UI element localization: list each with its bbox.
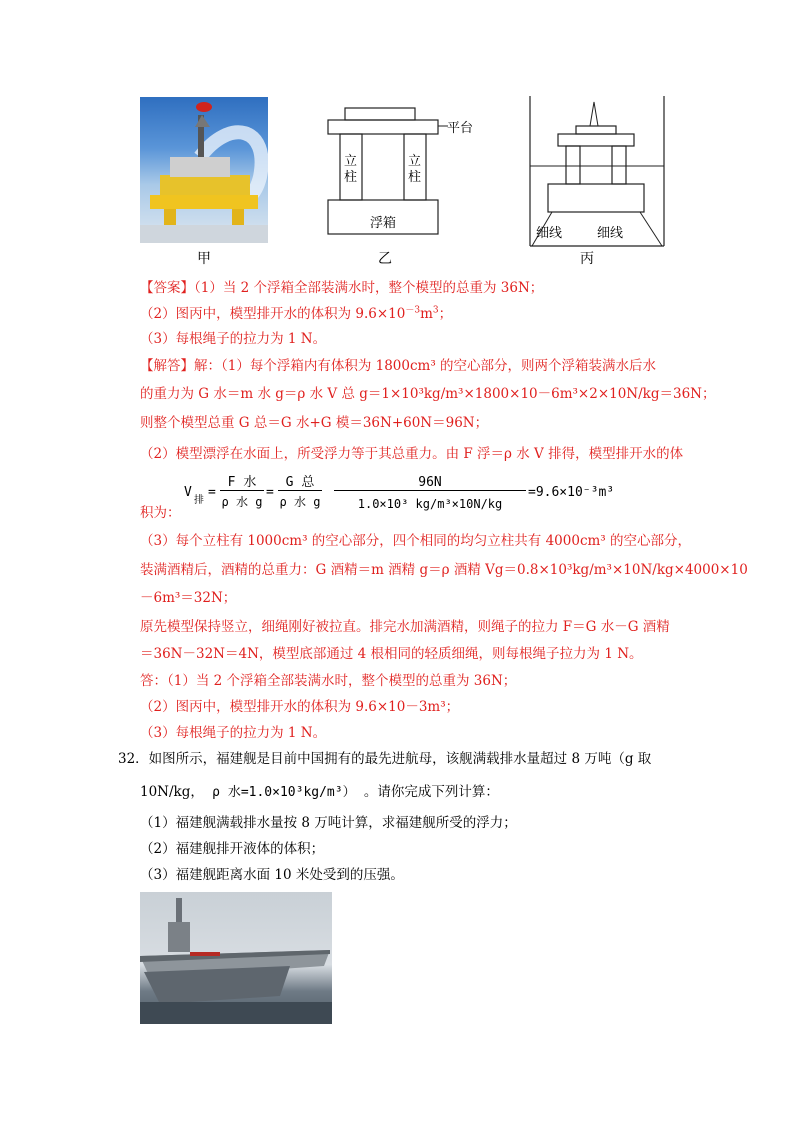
solution-tag: 【解答】 bbox=[140, 358, 194, 374]
solution-line-8: －6m³＝32N； bbox=[140, 590, 237, 606]
solution-line-3: 则整个模型总重 G 总＝G 水+G 模＝36N+60N＝96N； bbox=[140, 415, 489, 431]
solution-line-11: 答：（1）当 2 个浮箱全部装满水时，整个模型的总重为 36N； bbox=[140, 673, 517, 689]
volume-formula: V 排 = F 水 ρ 水 g = G 总 ρ 水 g 96N 1.0×10³ kg/m³×10N/kg =9.6×10⁻³m³ bbox=[184, 469, 654, 521]
solution-line-7: 装满酒精后，酒精的总重力：G 酒精＝m 酒精 g＝ρ 酒精 Vg＝0.8×10³kg/m³×10N/kg×4000×10 bbox=[140, 562, 748, 578]
q32-line-1: 32．如图所示，福建舰是目前中国拥有的最先进航母，该舰满载排水量超过 8 万吨（g 取 bbox=[118, 751, 652, 767]
figure-label-c: 丙 bbox=[580, 251, 594, 267]
aircraft-carrier-photo bbox=[140, 892, 332, 1024]
solution-line-4: （2）模型漂浮在水面上，所受浮力等于其总重力。由 F 浮＝ρ 水 V 排得，模型排开水的体 bbox=[140, 446, 684, 462]
q32-part-1: （1）福建舰满载排水量按 8 万吨计算，求福建舰所受的浮力； bbox=[140, 815, 517, 831]
solution-line-10: ＝36N－32N＝4N，模型底部通过 4 根相同的轻质细绳，则每根绳子拉力为 1 N。 bbox=[140, 646, 643, 662]
solution-line-6: （3）每个立柱有 1000cm³ 的空心部分，四个相同的均匀立柱共有 4000cm³ 的空心部分， bbox=[140, 533, 692, 549]
oil-rig-photo bbox=[140, 97, 268, 243]
solution-line-5: 积为： bbox=[140, 505, 181, 521]
answer-line-1 bbox=[140, 279, 543, 297]
q32-line-2: 10N/kg， ρ 水=1.0×10³kg/m³） 。请你完成下列计算： bbox=[140, 784, 499, 800]
answer-line-2: （2）图丙中，模型排开水的体积为 $9.6\times 10^{-3}m^3$； bbox=[140, 305, 453, 322]
label-thin-line-right: 细线 bbox=[597, 226, 624, 241]
q32-part-3: （3）福建舰距离水面 10 米处受到的压强。 bbox=[140, 867, 404, 883]
label-pillar-right: 立柱 bbox=[408, 154, 422, 185]
q32-part-2: （2）福建舰排开液体的体积； bbox=[140, 841, 325, 857]
figure-label-b: 乙 bbox=[378, 251, 392, 267]
solution-line-13: （3）每根绳子的拉力为 1 N。 bbox=[140, 725, 327, 741]
solution-line-12: （2）图丙中，模型排开水的体积为 9.6×10－3m³； bbox=[140, 699, 460, 715]
answer-tag: 【答案】 bbox=[140, 280, 194, 296]
figure-label-a: 甲 bbox=[197, 251, 211, 267]
density-formula: ρ 水=1.0×10³kg/m³） bbox=[212, 785, 356, 800]
label-thin-line-left: 细线 bbox=[536, 226, 563, 241]
answer-text-1: （1）当 2 个浮箱全部装满水时，整个模型的总重为 36N； bbox=[194, 280, 544, 296]
label-pontoon: 浮箱 bbox=[370, 216, 397, 231]
solution-line-2: 的重力为 G 水＝m 水 g＝ρ 水 V 总 g＝1×10³kg/m³×1800×10－6m³×2×10N/kg＝36N； bbox=[140, 386, 716, 402]
label-pillar-left: 立柱 bbox=[344, 154, 358, 185]
label-platform: 平台 bbox=[447, 121, 474, 136]
answer-line-3: （3）每根绳子的拉力为 1 N。 bbox=[140, 331, 327, 347]
solution-line-9: 原先模型保持竖立，细绳刚好被拉直。排完水加满酒精，则绳子的拉力 F＝G 水－G 酒精 bbox=[140, 619, 670, 635]
solution-line-1: 【解答】解：（1）每个浮箱内有体积为 1800cm³ 的空心部分，则两个浮箱装满水后水 bbox=[140, 358, 657, 374]
